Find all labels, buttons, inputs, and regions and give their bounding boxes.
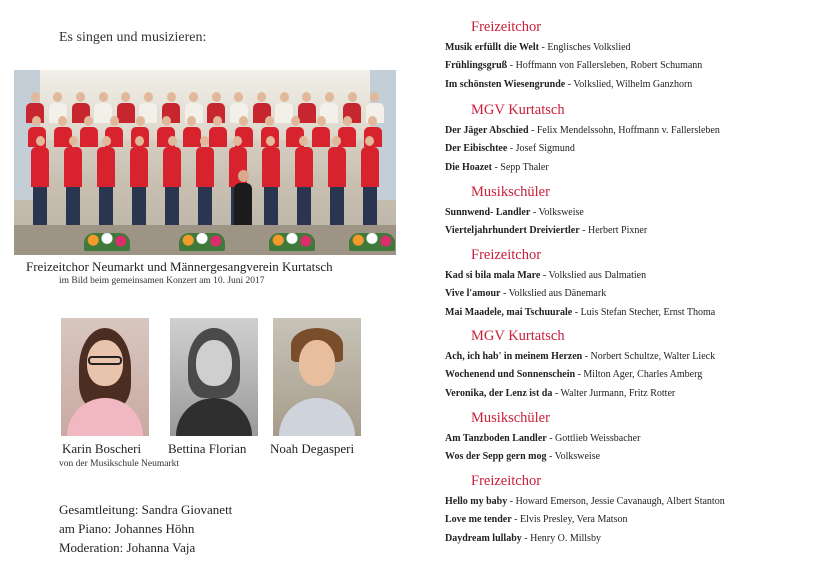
song-composer: - Hoffmann von Fallersleben, Robert Schumann xyxy=(507,60,703,71)
program-item xyxy=(445,287,815,300)
portrait-bettina-florian xyxy=(170,318,258,436)
song-title: Veronika, der Lenz ist da xyxy=(445,388,553,399)
song-composer: - Gottlieb Weissbacher xyxy=(546,433,641,444)
program-section xyxy=(445,472,815,545)
song-title: Im schönsten Wiesengrunde xyxy=(445,79,566,90)
program-item xyxy=(445,269,815,282)
program-item xyxy=(445,350,815,363)
section-title: Freizeitchor xyxy=(471,19,542,35)
program-section xyxy=(445,101,815,174)
song-composer: - Walter Jurmann, Fritz Rotter xyxy=(552,388,676,399)
section-title: Freizeitchor xyxy=(471,473,542,489)
song-title: Frühlingsgruß xyxy=(445,60,508,71)
program-item xyxy=(445,78,815,91)
portrait-noah-degasperi xyxy=(273,318,361,436)
song-title: Am Tanzboden Landler xyxy=(445,433,547,444)
song-title: Vive l'amour xyxy=(445,288,501,299)
program-item xyxy=(445,41,815,54)
section-title: Freizeitchor xyxy=(471,247,542,263)
soloist-name: Karin Boscheri xyxy=(62,441,142,456)
song-composer: - Luis Stefan Stecher, Ernst Thoma xyxy=(572,307,716,318)
soloist-name: Noah Degasperi xyxy=(270,441,355,456)
program-item xyxy=(445,206,815,219)
song-composer: - Milton Ager, Charles Amberg xyxy=(575,369,703,380)
program-item xyxy=(445,432,815,445)
program-item xyxy=(445,306,815,319)
song-composer: - Volksweise xyxy=(530,207,584,218)
credit-moderation: Moderation: Johanna Vaja xyxy=(59,540,196,555)
song-title: Die Hoazet xyxy=(445,162,492,173)
song-title: Hello my baby xyxy=(445,496,508,507)
soloist-name: Bettina Florian xyxy=(168,441,247,456)
song-composer: - Josef Sigmund xyxy=(507,143,575,154)
song-title: Love me tender xyxy=(445,514,512,525)
section-title: Musikschüler xyxy=(471,184,550,200)
program-section xyxy=(445,327,815,400)
song-title: Wochenend und Sonnenschein xyxy=(445,369,576,380)
program-section xyxy=(445,183,815,237)
section-title: Musikschüler xyxy=(471,410,550,426)
program-item xyxy=(445,387,815,400)
photo-caption: Freizeitchor Neumarkt und Männergesangverein Kurtatsch xyxy=(26,259,333,274)
soloists-note: von der Musikschule Neumarkt xyxy=(59,459,180,469)
song-composer: - Howard Emerson, Jessie Cavanaugh, Albert Stanton xyxy=(507,496,725,507)
program-list xyxy=(445,18,815,545)
section-title: MGV Kurtatsch xyxy=(471,102,565,118)
song-title: Wos der Sepp gern mog xyxy=(445,451,547,462)
section-title: MGV Kurtatsch xyxy=(471,328,565,344)
program-item xyxy=(445,450,815,463)
song-title: Sunnwend- Landler xyxy=(445,207,531,218)
song-title: Kad si bila mala Mare xyxy=(445,270,541,281)
song-title: Ach, ich hab' in meinem Herzen xyxy=(445,351,583,362)
song-title: Daydream lullaby xyxy=(445,533,522,544)
program-item xyxy=(445,224,815,237)
song-title: Musik erfüllt die Welt xyxy=(445,42,539,53)
song-composer: - Volksweise xyxy=(546,451,601,462)
program-item xyxy=(445,513,815,526)
song-composer: - Sepp Thaler xyxy=(491,162,549,173)
program-item xyxy=(445,59,815,72)
song-title: Der Eibischtee xyxy=(445,143,508,154)
program-item xyxy=(445,495,815,508)
song-composer: - Herbert Pixner xyxy=(579,225,648,236)
program-item xyxy=(445,124,815,137)
song-title: Der Jäger Abschied xyxy=(445,125,529,136)
program-item xyxy=(445,161,815,174)
program-section xyxy=(445,246,815,319)
song-title: Vierteljahrhundert Dreiviertler xyxy=(445,225,580,236)
song-composer: - Volkslied aus Dänemark xyxy=(500,288,607,299)
song-composer: - Volkslied, Wilhelm Ganzhorn xyxy=(565,79,693,90)
portrait-karin-boscheri xyxy=(61,318,149,436)
program-item xyxy=(445,368,815,381)
song-composer: - Englisches Volkslied xyxy=(538,42,631,53)
program-section xyxy=(445,409,815,463)
song-composer: - Felix Mendelssohn, Hoffmann v. Fallersleben xyxy=(528,125,720,136)
program-item xyxy=(445,142,815,155)
song-composer: - Henry O. Millsby xyxy=(521,533,601,544)
program-item xyxy=(445,532,815,545)
intro-heading: Es singen und musizieren: xyxy=(59,30,207,45)
song-composer: - Volkslied aus Dalmatien xyxy=(540,270,647,281)
credit-piano: am Piano: Johannes Höhn xyxy=(59,521,195,536)
song-composer: - Norbert Schultze, Walter Lieck xyxy=(582,351,716,362)
song-composer: - Elvis Presley, Vera Matson xyxy=(511,514,628,525)
song-title: Mai Maadele, mai Tschuurale xyxy=(445,307,573,318)
choir-group-photo xyxy=(14,70,396,255)
photo-subcaption: im Bild beim gemeinsamen Konzert am 10. Juni 2017 xyxy=(59,276,265,286)
program-section xyxy=(445,18,815,91)
credit-direction: Gesamtleitung: Sandra Giovanett xyxy=(59,502,233,517)
